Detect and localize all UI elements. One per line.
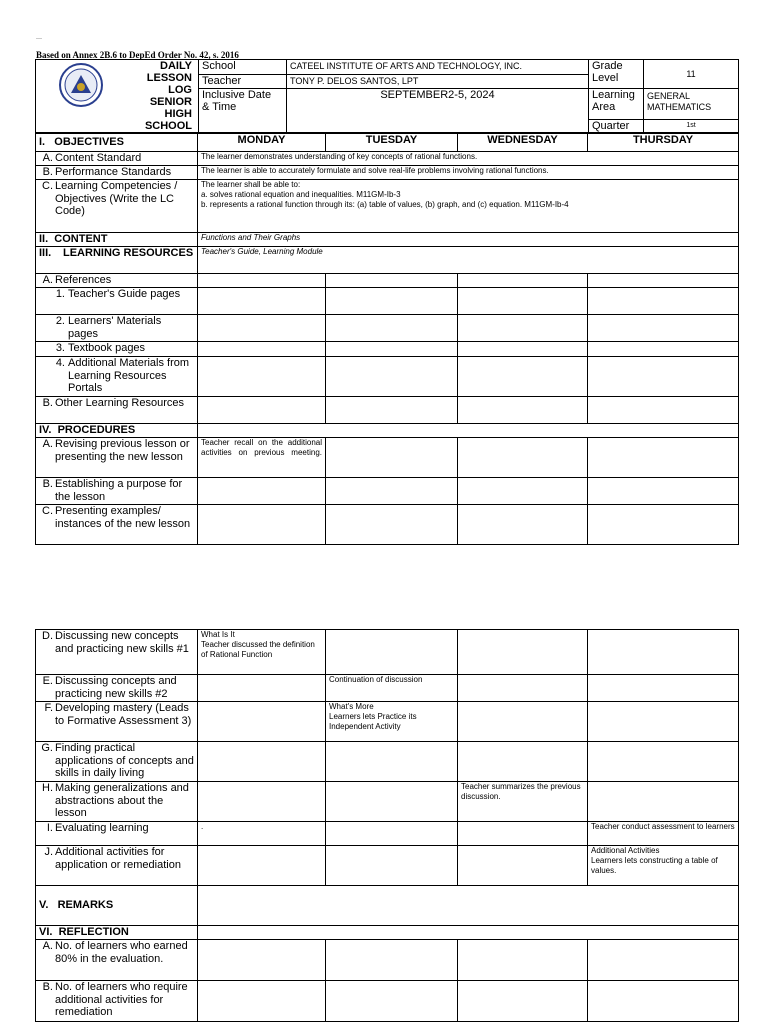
performance-standards-text: The learner is able to accurately formulate and solve real-life problems involving rational functions. [198, 166, 739, 180]
dll-title: DAILY LESSON LOG SENIOR HIGH SCHOOL [126, 60, 199, 133]
procedure-g-label: G. Finding practical applications of concepts and skills in daily living [36, 742, 198, 782]
reflection-heading: VI. REFLECTION [36, 926, 198, 940]
content-text: Functions and Their Graphs [198, 233, 739, 247]
procedure-i-label: I. Evaluating learning [36, 822, 198, 846]
content-standard-text: The learner demonstrates understanding of key concepts of rational functions. [198, 152, 739, 166]
quarter-value: 1st [644, 120, 739, 133]
references-label: A. References [36, 274, 198, 288]
procedure-i-thursday: Teacher conduct assessment to learners [588, 822, 739, 846]
day-monday: MONDAY [198, 134, 326, 152]
quarter-label: Quarter [589, 120, 644, 133]
deped-seal-icon [46, 63, 116, 107]
learning-competencies-text: The learner shall be able to: a. solves rational equation and inequalities. M11GM-Ib-3 b. represents a rational function through its: (a) table of values, (b) graph, and (c) equation. M11GM-Ib-4 [198, 180, 739, 233]
other-resources-label: B. Other Learning Resources [36, 397, 198, 424]
day-wednesday: WEDNESDAY [458, 134, 588, 152]
grade-label: Grade Level [589, 60, 644, 89]
procedure-f-tuesday: What's More Learners lets Practice its Independent Activity [326, 702, 458, 742]
procedure-c-label: C. Presenting examples/ instances of the new lesson [36, 505, 198, 545]
content-heading: II. CONTENT [36, 233, 198, 247]
procedure-j-thursday: Additional Activities Learners lets constructing a table of values. [588, 846, 739, 886]
additional-materials-label: 4. Additional Materials from Learning Resources Portals [36, 357, 198, 397]
dll-table-part1 [35, 133, 739, 545]
textbook-pages-label: 3. Textbook pages [36, 342, 198, 357]
procedure-b-label: B. Establishing a purpose for the lesson [36, 478, 198, 505]
area-value: GENERAL MATHEMATICS [644, 89, 739, 120]
date-value: SEPTEMBER2-5, 2024 [287, 89, 589, 133]
procedure-d-label: D. Discussing new concepts and practicing new skills #1 [36, 630, 198, 675]
teachers-guide-label: 1. Teacher's Guide pages [36, 288, 198, 315]
school-value: CATEEL INSTITUTE OF ARTS AND TECHNOLOGY, INC. [287, 60, 589, 75]
learning-competencies-label: C. Learning Competencies / Objectives (Write the LC Code) [36, 180, 198, 233]
learning-resources-text: Teacher's Guide, Learning Module [198, 247, 739, 274]
learners-materials-label: 2. Learners' Materials pages [36, 315, 198, 342]
procedure-a-label: A. Revising previous lesson or presenting the new lesson [36, 438, 198, 478]
content-standard-label: A. Content Standard [36, 152, 198, 166]
remarks-heading: V. REMARKS [36, 886, 198, 926]
procedure-d-monday: What Is It Teacher discussed the definition of Rational Function [198, 630, 326, 675]
deped-seal [36, 60, 126, 133]
procedure-e-tuesday: Continuation of discussion [326, 675, 458, 702]
procedure-j-label: J. Additional activities for application or remediation [36, 846, 198, 886]
procedure-f-label: F. Developing mastery (Leads to Formative Assessment 3) [36, 702, 198, 742]
dll-table-part2 [35, 629, 739, 1022]
page-mark: --- [36, 36, 42, 42]
school-label: School [199, 60, 287, 75]
area-label: Learning Area [589, 89, 644, 120]
date-label: Inclusive Date & Time [199, 89, 287, 133]
procedure-i-monday: . [198, 822, 326, 846]
teacher-label: Teacher [199, 75, 287, 89]
day-thursday: THURSDAY [588, 134, 739, 152]
header-table [35, 59, 739, 133]
objectives-heading: I. OBJECTIVES [36, 134, 198, 152]
day-tuesday: TUESDAY [326, 134, 458, 152]
procedure-e-label: E. Discussing concepts and practicing new skills #2 [36, 675, 198, 702]
grade-value: 11 [644, 60, 739, 89]
learning-resources-heading: III. LEARNING RESOURCES [36, 247, 198, 274]
procedure-a-monday: Teacher recall on the additional activities on previous meeting. [198, 438, 326, 478]
teacher-value: TONY P. DELOS SANTOS, LPT [287, 75, 589, 89]
performance-standards-label: B. Performance Standards [36, 166, 198, 180]
procedures-heading: IV. PROCEDURES [36, 424, 198, 438]
procedure-h-wednesday: Teacher summarizes the previous discussion. [458, 782, 588, 822]
reflection-b-label: B. No. of learners who require additional activities for remediation [36, 981, 198, 1022]
procedure-h-label: H. Making generalizations and abstractions about the lesson [36, 782, 198, 822]
annex-reference: Based on Annex 2B.6 to DepEd Order No. 42, s. 2016 [36, 50, 239, 60]
reflection-a-label: A. No. of learners who earned 80% in the evaluation. [36, 940, 198, 981]
